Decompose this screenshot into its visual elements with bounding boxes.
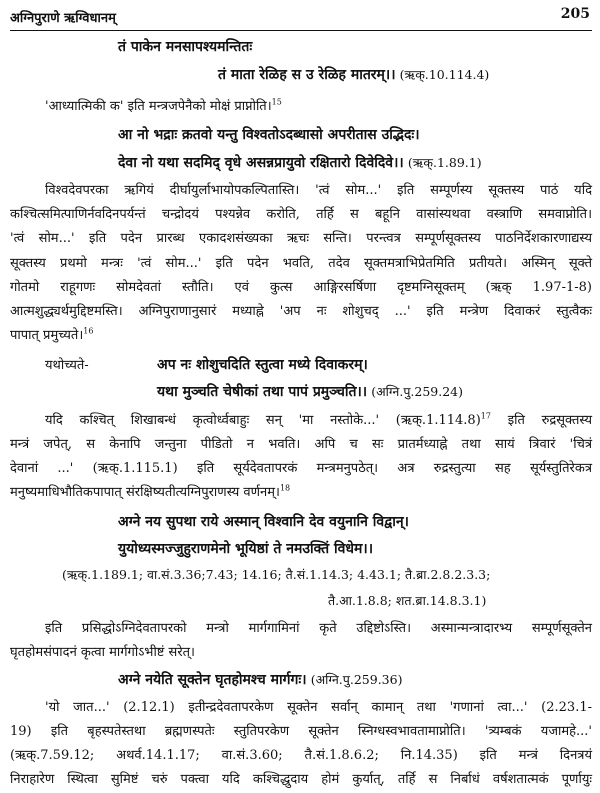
verse-text: अप नः शोशुचदिति स्तुत्वा मध्ये दिवाकरम्। — [157, 357, 368, 373]
verse-line — [45, 356, 368, 375]
footnoted-sentence — [45, 98, 282, 116]
paragraph-line: घृतहोमसंपादनं कृत्वा मार्गगोऽभीष्टं सरेत्। — [10, 645, 195, 660]
paragraph-line — [10, 327, 93, 345]
verse-line: तं पाकेन मनसापश्यमन्तितः — [118, 39, 253, 55]
verse-reference: (ऋक्.10.114.4) — [399, 67, 490, 82]
paragraph-line: 19) इति बृहस्पतेस्तथा ब्रह्मणस्पतेः स्तुतिपरकेण सूक्तेन स्निग्धस्वभावतामाप्नोति। 'त्र्यम्बकं यजामहे...' — [10, 724, 592, 739]
verse-text: अग्ने नयेति सूक्तेन घृतहोमश्च मार्गगः। — [118, 672, 307, 688]
verse-text: देवा नो यथा सदमिद् वृधे असन्नप्रायुवो रक्षितारो दिवेदिवे।। — [118, 155, 404, 171]
footnote-marker: 18 — [279, 483, 291, 493]
header-rule — [10, 30, 592, 31]
page-number: 205 — [560, 6, 590, 22]
verse-reference: (अग्नि.पु.259.36) — [310, 672, 403, 687]
paragraph-line — [10, 484, 290, 502]
paragraph-line: विश्वदेवपरका ऋगियं दीर्घायुर्लाभायोपकल्पितास्ति। 'त्वं सोम...' इति सम्पूर्णस्य सूक्तस्य पाठं यदि — [45, 183, 592, 198]
verse-reference: (ऋक्.1.189.1; वा.सं.3.36;7.43; 14.16; तै.सं.1.14.3; 4.43.1; तै.ब्रा.2.8.2.3.3; — [62, 567, 491, 582]
paragraph-text: इति रुद्रसूक्तस्य — [507, 413, 593, 428]
paragraph-text: यदि कश्चित् शिखाबन्धं कृत्वोर्ध्वबाहुः सन् 'मा नस्तोके...' (ऋक्.1.114.8) — [45, 413, 481, 428]
verse-line — [118, 671, 402, 690]
paragraph-line: निराहारेण स्थित्वा सुमिष्टं चरुं पक्त्वा यदि कश्चिद्धुदाय होमं कुर्यात्, तर्हि स निर्बाधं वर्षशतात्मकं पूर्णायुः — [10, 772, 592, 787]
paragraph-line: मन्त्रं जपेत्, स केनापि जन्तुना पीडितो न भवति। अपि च सः प्रातर्मध्याह्ने तथा सायं त्रिवारं 'चित्रं — [10, 437, 592, 452]
paragraph-line: 'त्वं सोम...' इति पदेन प्रारब्ध एकादशसंख्यका ऋचः सन्ति। परन्त्वत्र सम्पूर्णसूक्तस्य पाठनिर्देशकारणाद्यस्य — [10, 231, 592, 246]
paragraph-text: पापात् प्रमुच्यते। — [10, 328, 84, 343]
verse-line: युयोध्यस्मज्जुहुराणमेनो भूयिष्ठां ते नमउक्तिं विधेम।। — [118, 541, 374, 557]
verse-line: अग्ने नय सुपथा राये अस्मान् विश्वानि देव वयुनानि विद्वान्। — [118, 514, 409, 530]
verse-line: आ नो भद्राः क्रतवो यन्तु विश्वतोऽदब्धासो अपरीतास उद्भिदः। — [118, 127, 420, 143]
paragraph-text: मनुष्यमाधिभौतिकपापात् संरक्षिष्यतीत्यग्निपुराणस्य वर्णनम्। — [10, 485, 280, 500]
footnote-marker: 16 — [83, 326, 94, 336]
verse-reference: (अग्नि.पु.259.24) — [371, 384, 464, 399]
footnote-marker: 17 — [480, 411, 491, 421]
verse-line — [157, 383, 463, 402]
quote-intro: यथोच्यते- — [45, 358, 89, 373]
page-header — [10, 6, 592, 32]
verse-line — [118, 154, 482, 173]
paragraph-line: गोतमो राहूगणः सोमदेवतां स्तौति। एवं कुत्स आङ्गिरसर्षिणा दृष्टमग्निसूक्तम् (ऋक् 1.97-1-8) — [10, 280, 592, 295]
paragraph-line: 'यो जात...' (2.12.1) इतीन्द्रदेवतापरकेण सूक्तेन सर्वान् कामान् तथा 'गणानां त्वा...' (2.23.1- — [45, 700, 592, 715]
paragraph-line — [45, 412, 592, 430]
verse-text: तं माता रेळिह स उ रेळिह मातरम्।। — [218, 67, 396, 83]
paragraph-line: (ऋक्.7.59.12; अथर्व.14.1.17; वा.सं.3.60; तै.सं.1.8.6.2; नि.14.35) इति मन्त्रं दिनत्रयं — [10, 748, 592, 763]
verse-line — [218, 66, 489, 85]
verse-text: यथा मुञ्चति चेषीकां तथा पापं प्रमुञ्चति।। — [157, 384, 368, 400]
verse-reference: तै.आ.1.8.8; शत.ब्रा.14.8.3.1) — [328, 593, 487, 608]
sentence-text: 'आध्यात्मिकी क' इति मन्त्रजपेनैको मोक्षं प्राप्नोति। — [45, 99, 272, 114]
running-head: अग्निपुराणे ऋग्विधानम् — [10, 11, 116, 26]
verse-reference: (ऋक्.1.89.1) — [407, 155, 482, 170]
paragraph-line: देवानां ...' (ऋक्.1.115.1) इति सूर्यदेवतापरकं मन्त्रमनुपठेत्। अत्र रुद्रस्तुत्या सह सूर्यस्तुतिरेकत्र — [10, 461, 592, 476]
paragraph-line: कश्चित्समित्पाणिर्नवदिनपर्यन्तं चन्द्रोदयं पश्यन्नेव करोति, तर्हि स बहूनि वासांस्यथवा वस्त्राणि समवाप्नोति। — [10, 207, 592, 222]
paragraph-line: सूक्तस्य प्रथमो मन्त्रः 'त्वं सोम...' इति पदेन भवति, तदेव सूक्तमत्राभिप्रेतमिति प्रतीयते। अस्मिन् सूक्ते — [10, 256, 592, 271]
footnote-marker: 15 — [271, 97, 282, 107]
paragraph-line: इति प्रसिद्धोऽग्निदेवतापरको मन्त्रो मार्गगामिनां कृते उद्दिष्टोऽस्ति। अस्मान्मन्त्रादारभ्य सम्पूर्णसूक्तेन — [45, 621, 592, 636]
paragraph-line: आत्मशुद्ध्यर्थमुद्दिष्टमस्ति। अग्निपुराणानुसारं मध्याह्ने 'अप नः शोशुचद् ...' इति मन्त्रेण दिवाकरं स्तुत्वैकः — [10, 304, 592, 319]
